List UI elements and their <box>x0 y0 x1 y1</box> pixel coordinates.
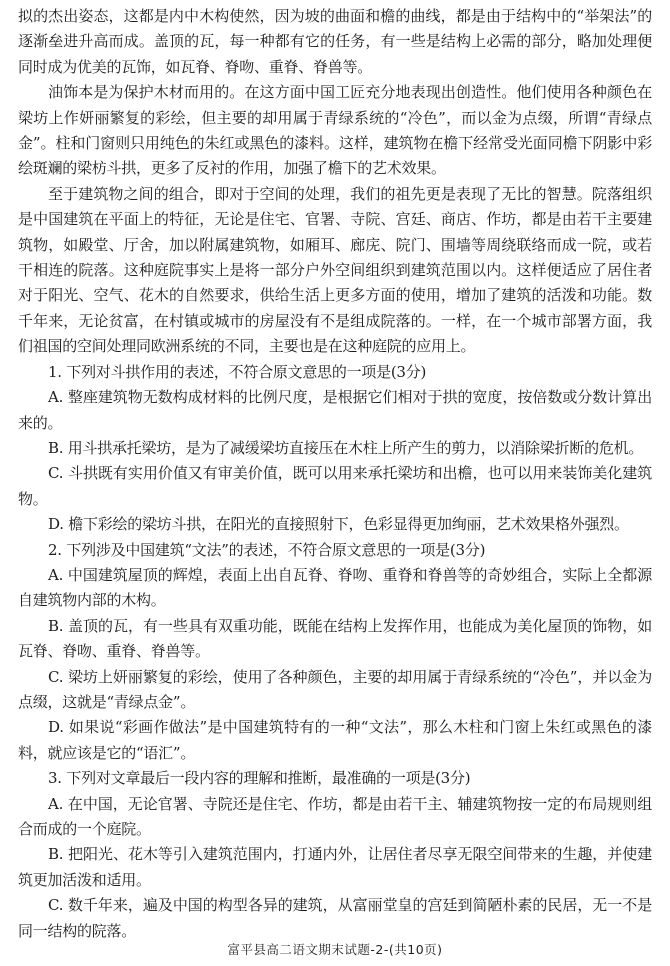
question-2 <box>18 538 652 767</box>
question-2-option-d: D. 如果说“彩画作做法”是中国建筑特有的一种“文法”，那么木柱和门窗上朱红或黑色的漆料，就应该是它的“语汇”。 <box>18 718 652 762</box>
passage-paragraph-2: 油饰本是为保护木材而用的。在这方面中国工匠充分地表现出创造性。他们使用各种颜色在梁坊上作妍丽繁复的彩绘，但主要的却用属于青绿系统的“冷色”，而以金为点缀，所谓“青绿点金”。柱和门窗则只用纯色的朱红或黑色的漆料。这样，建筑物在檐下经常受光面同檐下阴影中彩绘斑斓的梁枋斗拱，更多了反衬的作用，加强了檐下的艺术效果。 <box>18 83 652 178</box>
question-1-option-a: A. 整座建筑物无数构成材料的比例尺度，是根据它们相对于拱的宽度，按倍数或分数计算出来的。 <box>18 388 652 432</box>
page-footer: 富平县高二语文期末试题-2-(共10页) <box>227 942 443 957</box>
passage-paragraph-1: 拟的杰出姿态，这都是内中木构使然，因为坡的曲面和檐的曲线，都是由于结构中的“举架法”的逐渐垒进升高而成。盖顶的瓦，每一种都有它的任务，有一些是结构上必需的部分，略加处理便同时成为优美的瓦饰，如瓦脊、脊吻、重脊、脊兽等。 <box>18 7 652 76</box>
question-3 <box>18 766 652 944</box>
question-1-option-c: C. 斗拱既有实用价值又有审美价值，既可以用来承托梁坊和出檐，也可以用来装饰美化建筑物。 <box>18 464 652 508</box>
question-3-option-a: A. 在中国，无论官署、寺院还是住宅、作坊，都是由若干主、辅建筑物按一定的布局规则组合而成的一个庭院。 <box>18 794 652 838</box>
question-3-option-b: B. 把阳光、花木等引入建筑范围内，打通内外，让居住者尽享无限空间带来的生趣，并使建筑更加活泼和适用。 <box>18 845 652 889</box>
question-1-stem: 1. 下列对斗拱作用的表述，不符合原文意思的一项是(3分) <box>48 362 427 381</box>
question-1 <box>18 360 652 538</box>
question-2-option-c: C. 梁坊上妍丽繁复的彩绘，使用了各种颜色，主要的却用属于青绿系统的“冷色”，并以金为点缀，这就是“青绿点金”。 <box>18 667 652 711</box>
question-3-option-c: C. 数千年来，遍及中国的构型各异的建筑，从富丽堂皇的宫廷到简陋朴素的民居，无一不是同一结构的院落。 <box>18 896 652 940</box>
question-1-option-b: B. 用斗拱承托梁坊，是为了减缓梁坊直接压在木柱上所产生的剪力，以消除梁折断的危机。 <box>48 438 644 457</box>
reading-passage <box>18 4 652 360</box>
question-1-option-d: D. 檐下彩绘的梁坊斗拱，在阳光的直接照射下，色彩显得更加绚丽，艺术效果格外强烈。 <box>48 515 629 534</box>
question-2-option-a: A. 中国建筑屋顶的辉煌，表面上出自瓦脊、脊吻、重脊和脊兽等的奇妙组合，实际上全都源自建筑物内部的木构。 <box>18 565 652 610</box>
question-2-option-b: B. 盖顶的瓦，有一些具有双重功能，既能在结构上发挥作用，也能成为美化屋顶的饰物，如瓦脊、脊吻、重脊、脊兽等。 <box>18 616 652 661</box>
passage-paragraph-3: 至于建筑物之间的组合，即对于空间的处理，我们的祖先更是表现了无比的智慧。院落组织是中国建筑在平面上的特征，无论是住宅、官署、寺院、宫廷、商店、作坊，都是由若干主要建筑物，如殿堂、厅舍，加以附属建筑物，如厢耳、廊庑、院门、围墙等周绕联络而成一院，或若干相连的院落。这种庭院事实上是将一部分户外空间组织到建筑范围以内。这样便适应了居住者对于阳光、空气、花木的自然要求，供给生活上更多方面的使用，增加了建筑的活泼和功能。数千年来，无论贫富，在村镇或城市的房屋没有不是组成院落的。一样，在一个城市部署方面，我们祖国的空间处理同欧洲系统的不同，主要也是在这种庭院的应用上。 <box>18 184 652 356</box>
question-3-stem: 3. 下列对文章最后一段内容的理解和推断，最准确的一项是(3分) <box>48 769 471 788</box>
question-2-stem: 2. 下列涉及中国建筑“文法”的表述，不符合原文意思的一项是(3分) <box>48 540 486 559</box>
